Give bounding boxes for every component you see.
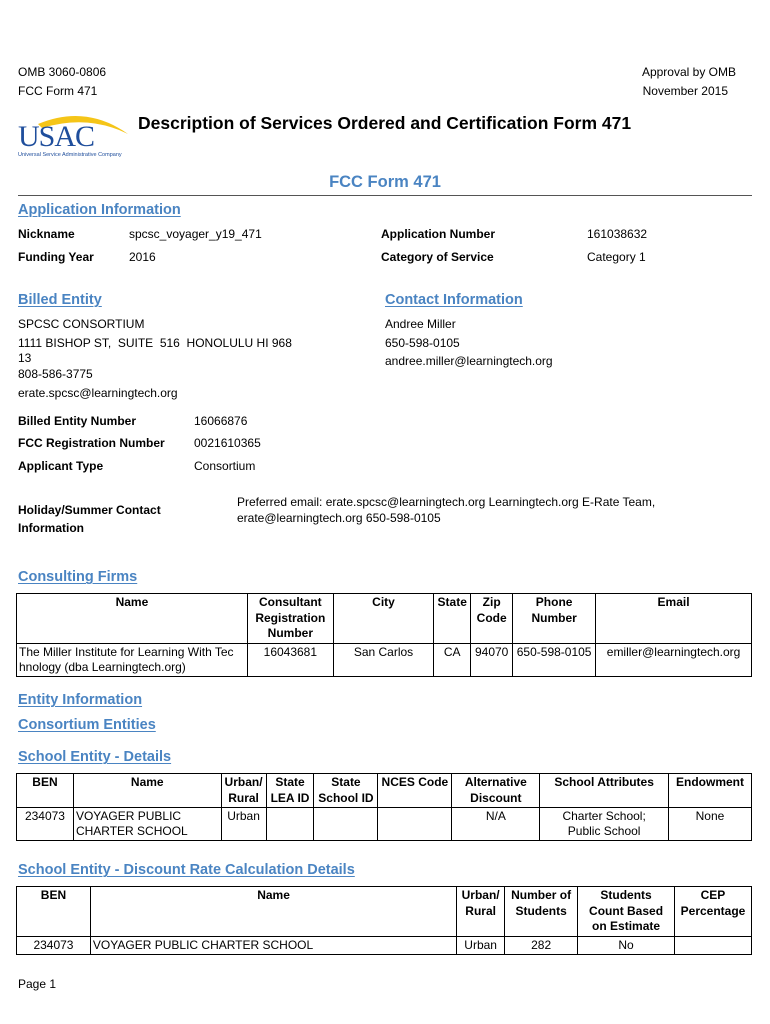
school-name: VOYAGER PUBLIC CHARTER SCHOOL [73, 808, 221, 841]
col-header-name: Name [73, 774, 221, 808]
section-billed-entity: Billed Entity [18, 292, 102, 308]
application-number-label: Application Number [381, 227, 496, 241]
holiday-contact-label-1: Holiday/Summer Contact [18, 503, 161, 517]
usac-logo [16, 110, 134, 162]
applicant-type-label: Applicant Type [18, 459, 104, 473]
billed-entity-email: erate.spcsc@learningtech.org [18, 386, 178, 400]
col-header-nces-code: NCES Code [378, 774, 452, 808]
school-endowment: None [668, 808, 751, 841]
usac-tagline: Universal Service Administrative Company [18, 152, 122, 158]
approval-date: November 2015 [642, 84, 728, 98]
fcc-registration-value: 0021610365 [194, 436, 261, 450]
holiday-contact-value-1: Preferred email: erate.spcsc@learningtech.org Learningtech.org E-Rate Team, [237, 495, 656, 509]
category-value: Category 1 [587, 250, 646, 264]
school-ben: 234073 [17, 808, 74, 841]
holiday-contact-label-2: Information [18, 521, 84, 535]
section-discount-rate-details: School Entity - Discount Rate Calculation Details [18, 862, 355, 878]
col-header-cep-percentage: CEP Percentage [674, 887, 751, 937]
table-row [17, 643, 752, 676]
consultant-name: The Miller Institute for Learning With Tec hnology (dba Learningtech.org) [17, 643, 248, 676]
approval-label: Approval by OMB [641, 65, 736, 79]
billed-entity-address-2: 13 [18, 351, 32, 365]
col-header-state: State [434, 594, 471, 644]
col-header-school-attributes: School Attributes [540, 774, 669, 808]
ben-value: 16066876 [194, 414, 248, 428]
application-number-value: 161038632 [587, 227, 648, 241]
discount-rate-table [16, 886, 752, 955]
fcc-registration-label: FCC Registration Number [18, 436, 165, 450]
applicant-type-value: Consortium [194, 459, 256, 473]
contact-email: andree.miller@learningtech.org [385, 354, 553, 368]
funding-year-value: 2016 [129, 250, 156, 264]
discount-ben: 234073 [17, 936, 91, 954]
page-number: Page 1 [18, 977, 57, 991]
col-header-state-lea-id: State LEA ID [266, 774, 314, 808]
nickname-label: Nickname [18, 227, 75, 241]
form-subtitle: FCC Form 471 [329, 173, 441, 191]
consultant-phone: 650-598-0105 [513, 643, 596, 676]
col-header-count-based-on-estimate: Students Count Based on Estimate [578, 887, 675, 937]
table-row [17, 808, 752, 841]
consulting-firms-table [16, 593, 752, 677]
col-header-city: City [333, 594, 433, 644]
col-header-registration: Consultant Registration Number [247, 594, 333, 644]
billed-entity-address-1: 1111 BISHOP ST, SUITE 516 HONOLULU HI 968 [18, 336, 292, 350]
col-header-urban-rural: Urban/ Rural [221, 774, 266, 808]
school-state-lea-id [266, 808, 314, 841]
col-header-state-school-id: State School ID [314, 774, 378, 808]
discount-cep-percentage [674, 936, 751, 954]
discount-number-of-students: 282 [505, 936, 578, 954]
consultant-email: emiller@learningtech.org [596, 643, 752, 676]
col-header-ben: BEN [17, 887, 91, 937]
col-header-alternative-discount: Alternative Discount [452, 774, 540, 808]
school-state-school-id [314, 808, 378, 841]
page-title: Description of Services Ordered and Certification Form 471 [138, 113, 632, 133]
col-header-name: Name [17, 594, 248, 644]
ben-label: Billed Entity Number [18, 414, 137, 428]
category-label: Category of Service [381, 250, 494, 264]
table-row [17, 936, 752, 954]
billed-entity-name: SPCSC CONSORTIUM [18, 317, 145, 331]
school-details-table [16, 773, 752, 841]
section-consulting-firms: Consulting Firms [18, 569, 138, 585]
col-header-zip: Zip Code [471, 594, 513, 644]
table-header-row [17, 887, 752, 937]
discount-count-based-on-estimate: No [578, 936, 675, 954]
holiday-contact-value-2: erate@learningtech.org 650-598-0105 [237, 511, 441, 525]
form-label: FCC Form 471 [18, 84, 98, 98]
table-header-row [17, 774, 752, 808]
nickname-value: spcsc_voyager_y19_471 [129, 227, 262, 241]
school-attributes: Charter School; Public School [540, 808, 669, 841]
school-urban-rural: Urban [221, 808, 266, 841]
title-divider [18, 195, 752, 196]
section-entity-information: Entity Information [18, 692, 143, 708]
table-header-row [17, 594, 752, 644]
section-consortium-entities: Consortium Entities [18, 717, 156, 733]
section-school-entity-details: School Entity - Details [18, 749, 172, 765]
contact-phone: 650-598-0105 [385, 336, 460, 350]
col-header-endowment: Endowment [668, 774, 751, 808]
funding-year-label: Funding Year [18, 250, 94, 264]
discount-school-name: VOYAGER PUBLIC CHARTER SCHOOL [90, 936, 456, 954]
col-header-ben: BEN [17, 774, 74, 808]
school-nces-code [378, 808, 452, 841]
consultant-zip: 94070 [471, 643, 513, 676]
col-header-number-of-students: Number of Students [505, 887, 578, 937]
billed-entity-phone: 808-586-3775 [18, 367, 93, 381]
col-header-urban-rural: Urban/ Rural [457, 887, 505, 937]
consultant-registration: 16043681 [247, 643, 333, 676]
col-header-phone: Phone Number [513, 594, 596, 644]
col-header-email: Email [596, 594, 752, 644]
usac-logo-text: USAC [18, 120, 95, 153]
discount-urban-rural: Urban [457, 936, 505, 954]
section-contact-information: Contact Information [385, 292, 523, 308]
consultant-city: San Carlos [333, 643, 433, 676]
consultant-state: CA [434, 643, 471, 676]
section-application-information: Application Information [18, 202, 181, 218]
contact-name: Andree Miller [385, 317, 456, 331]
omb-number: OMB 3060-0806 [18, 65, 107, 79]
col-header-name: Name [90, 887, 456, 937]
school-alternative-discount: N/A [452, 808, 540, 841]
